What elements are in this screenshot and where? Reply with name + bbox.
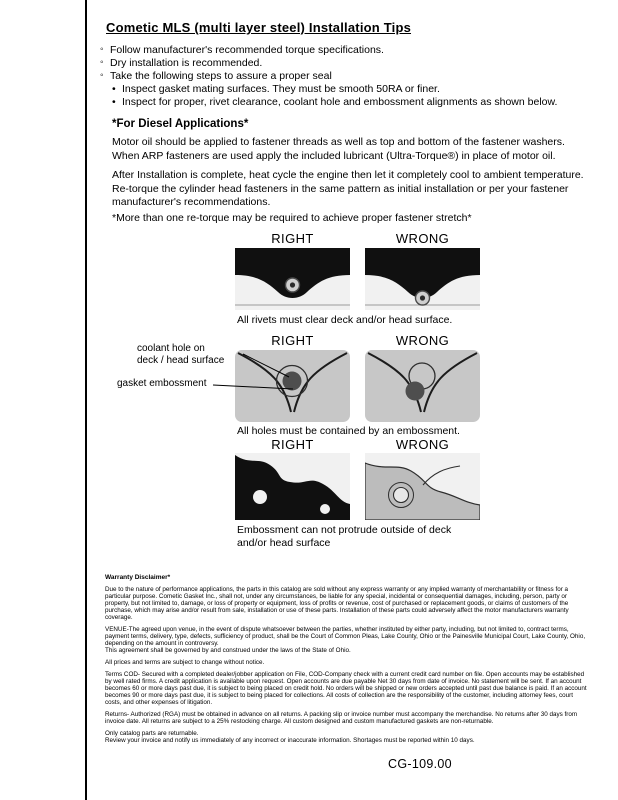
wrong-label-row2: WRONG [395, 333, 450, 348]
rivet-wrong-diagram [365, 248, 480, 310]
wrong-label-row1: WRONG [395, 231, 450, 246]
left-rule [85, 0, 87, 800]
returnable-paragraph: Only catalog parts are returnable. [105, 730, 199, 737]
label-connector-lines [205, 344, 325, 399]
page-code: CG-109.00 [388, 757, 452, 771]
diesel-applications-heading: *For Diesel Applications* [112, 118, 249, 130]
right-label-row3: RIGHT [271, 437, 314, 452]
governing-law-paragraph: This agreement shall be governed by and construed under the laws of the State of Ohio. [105, 647, 351, 654]
invoice-review-paragraph: Review your invoice and notify us immediately of any incorrect or inaccurate information. Shortages must be reported within 10 days. [105, 737, 475, 744]
install-tips-list [100, 44, 588, 109]
coolant-hole-label: coolant hole on deck / head surface [137, 343, 225, 366]
tip-item: ◦ Take the following steps to assure a proper seal [100, 70, 588, 83]
tip-item: ◦ Dry installation is recommended. [100, 57, 588, 70]
prices-paragraph: All prices and terms are subject to change without notice. [105, 659, 265, 666]
gasket-embossment-label: gasket embossment [117, 378, 207, 389]
tip-item: ◦ Follow manufacturer's recommended torque specifications. [100, 44, 588, 57]
embossment-caption: Embossment can not protrude outside of deck and/or head surface [237, 524, 452, 549]
warranty-paragraph: Due to the nature of performance applications, the parts in this catalog are sold without any express warranty or any implied warranty of merchantability or fitness for a particular purpose. Cometic Gasket Inc., shall not, under any circumstances, be liable for any special, incidental or consequential damages, including, person, party or property, but not limited to, damage, or loss of property or equipment, loss of profits or revenue, cost of purchased or replacement goods, or claims of customers of the purchase, which may arise and/or result from sale, installation or use of these parts. Installation of these parts could adversely affect the motor manufacturers warranty coverage. [105, 586, 569, 621]
embossment-wrong-diagram [365, 453, 480, 520]
wrong-label-row3: WRONG [395, 437, 450, 452]
diesel-paragraph-2: After Installation is complete, heat cycle the engine then let it completely cool to ambient temperature. Re-torque the cylinder head fasteners in the same pattern as initial installation or per your fastener manufacturer's recommendations. [112, 169, 584, 208]
diesel-paragraph-1: Motor oil should be applied to fastener threads as well as top and bottom of the fastener washers. When ARP fasteners are used apply the included lubricant (Ultra-Torque®) in place of motor oil. [112, 136, 565, 162]
rivet-caption: All rivets must clear deck and/or head surface. [237, 314, 453, 326]
page-title: Cometic MLS (multi layer steel) Installation Tips [106, 20, 412, 35]
right-label-row2: RIGHT [271, 333, 314, 348]
sub-tips-list [112, 83, 588, 109]
embossment-right-diagram [235, 453, 350, 520]
venue-paragraph: VENUE-The agreed upon venue, in the event of dispute whatsoever between the parties, whether instituted by either party, including, but not limited to, contract terms, payment terms, delivery, type, defects, sufficiency of product, shall be the Court of Common Pleas, Lake County, Ohio or the Painesville Municipal Court, Lake County, Ohio, depending on the amount in controversy. [105, 626, 586, 647]
terms-paragraph: Terms COD- Secured with a completed dealer/jobber application on File, COD-Company check with a current credit card number on file. Open accounts may be established by well rated firms. A credit application is available upon request. Open accounts are due payable Net 30 days from date of invoice. No statement will be sent. If an account becomes 60 or more days past due, it is subject to being placed on credit hold. No orders will be shipped or new orders accepted until past due balance is paid. If an account becomes 90 or more days past due, it is subject to being placed for collections. All costs of collection are the responsibility of the customer, including attorney fees, court costs, and other expenses of litigation. [105, 671, 587, 706]
warranty-section [105, 574, 588, 749]
retorque-note: *More than one re-torque may be required to achieve proper fastener stretch* [112, 212, 472, 224]
returns-paragraph: Returns- Authorized (RGA) must be obtained in advance on all returns. A packing slip or invoice number must accompany the merchandise. No returns after 30 days from invoice date. All returns are subject to a 25% restocking charge. All custom designed and custom manufactured gaskets are non-returnable. [105, 711, 578, 725]
holes-caption: All holes must be contained by an embossment. [237, 425, 460, 437]
rivet-right-diagram [235, 248, 350, 310]
right-label-row1: RIGHT [271, 231, 314, 246]
sub-tip-item: • Inspect gasket mating surfaces. They must be smooth 50RA or finer. [112, 83, 588, 96]
sub-tip-item: • Inspect for proper, rivet clearance, coolant hole and embossment alignments as shown below. [112, 96, 588, 109]
coolant-wrong-diagram [365, 350, 480, 422]
warranty-heading: Warranty Disclaimer* [105, 574, 171, 581]
